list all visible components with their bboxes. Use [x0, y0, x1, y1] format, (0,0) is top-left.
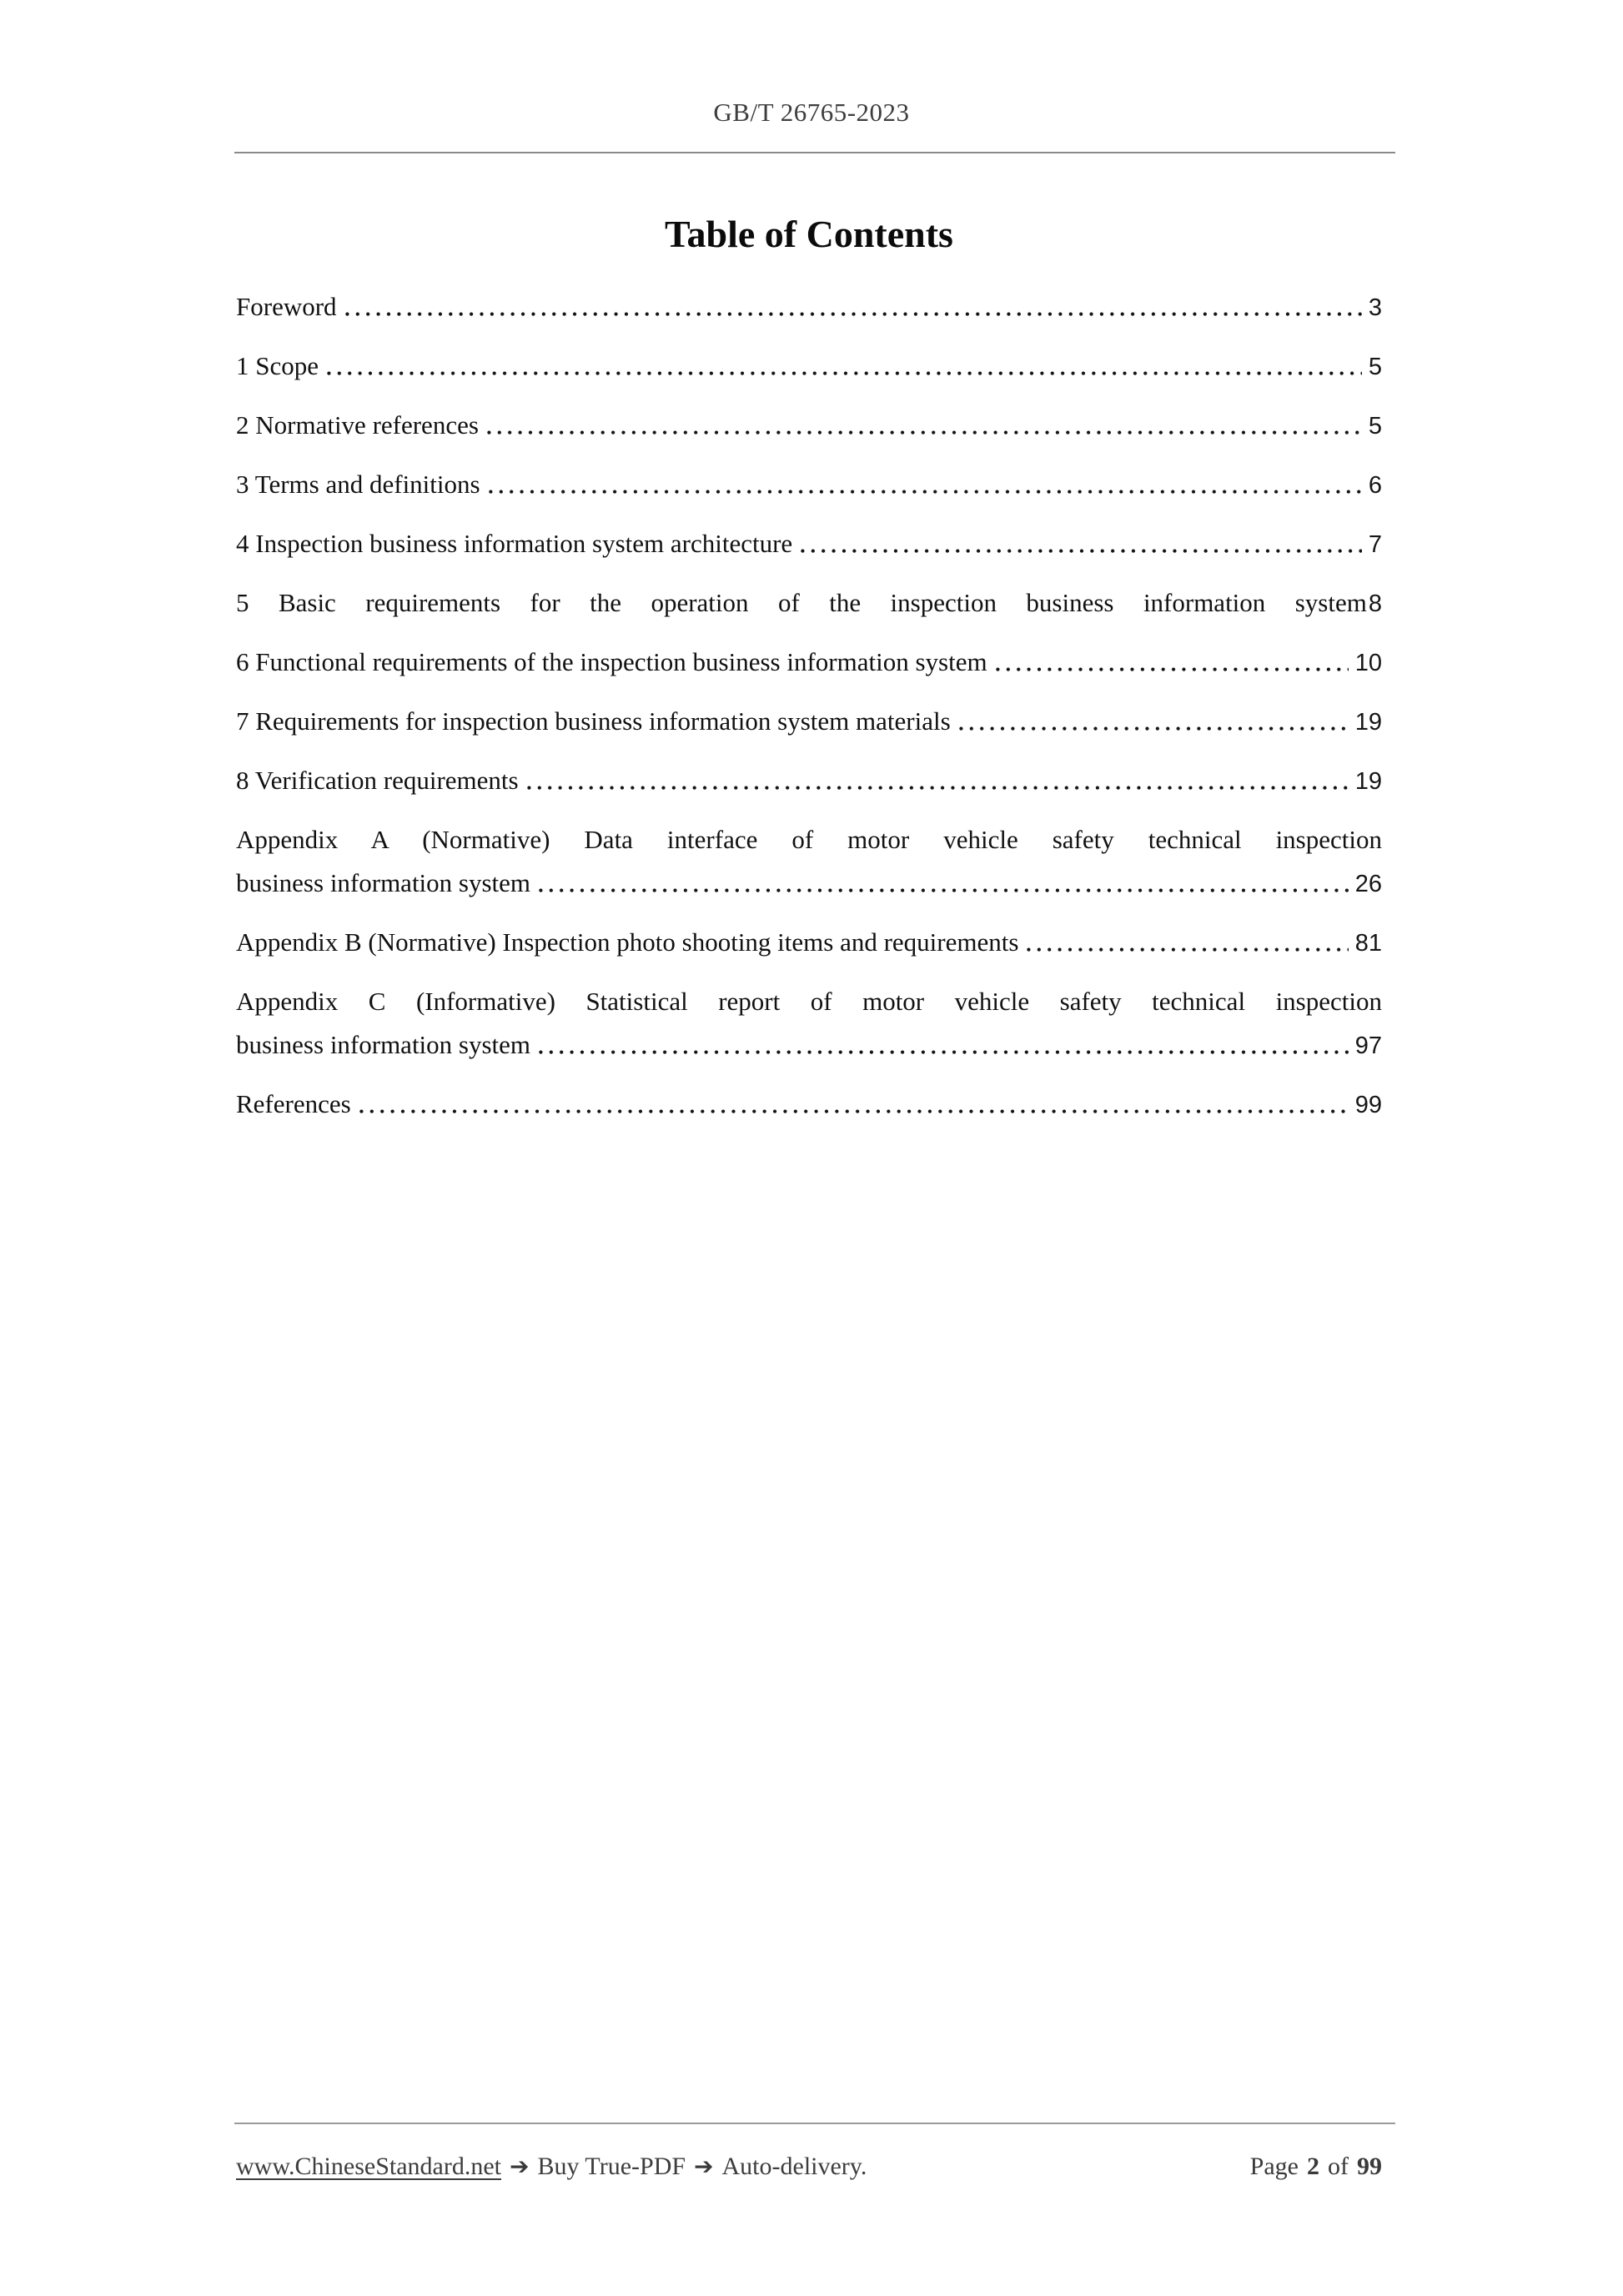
page-number-total: 99 — [1357, 2153, 1382, 2180]
toc-entry-page: 7 — [1368, 531, 1382, 558]
toc-entry-page: 81 — [1354, 930, 1382, 957]
header-standard-code: GB/T 26765-2023 — [713, 98, 910, 127]
toc-entry-label: Foreword — [236, 292, 337, 321]
header-rule — [234, 152, 1395, 153]
right-arrow-icon: ➔ — [694, 2153, 714, 2180]
toc-entry-page: 8 — [1368, 590, 1382, 617]
toc-entry-page: 10 — [1354, 650, 1382, 676]
footer-delivery-text: Auto-delivery. — [721, 2153, 867, 2180]
toc-entry-page: 26 — [1354, 871, 1382, 897]
footer-buy-text: Buy True-PDF — [537, 2153, 686, 2180]
toc-entry-label: 2 Normative references — [236, 410, 479, 440]
toc-entry-materials-requirements — [236, 700, 1382, 744]
right-arrow-icon: ➔ — [510, 2153, 530, 2180]
toc-entry-label: References — [236, 1089, 351, 1118]
toc-entry-page: 5 — [1368, 413, 1382, 440]
toc-entry-terms-definitions — [236, 463, 1382, 507]
toc-entry-label-line2: business information system — [236, 1030, 531, 1059]
toc-entry-functional-requirements — [236, 641, 1382, 685]
toc-entry-label: 5 Basic requirements for the operation of the inspection business information system — [236, 588, 1367, 617]
toc-entry-page: 19 — [1354, 768, 1382, 795]
toc-entry-references — [236, 1083, 1382, 1127]
page-number-current: 2 — [1307, 2153, 1319, 2180]
toc-entry-system-architecture — [236, 522, 1382, 566]
footer — [236, 2152, 1382, 2182]
toc-entry-label-line1: Appendix C (Informative) Statistical report of motor vehicle safety technical inspection — [236, 987, 1382, 1016]
toc-entry-label: 1 Scope — [236, 351, 319, 380]
page-indicator-of: of — [1328, 2153, 1349, 2180]
toc-entry-appendix-c — [236, 980, 1382, 1068]
toc-entry-page: 97 — [1354, 1032, 1382, 1059]
table-of-contents — [236, 285, 1382, 1127]
toc-entry-label-line2: business information system — [236, 868, 531, 897]
toc-entry-page: 6 — [1368, 472, 1382, 499]
toc-entry-page: 5 — [1368, 354, 1382, 380]
toc-entry-label: 7 Requirements for inspection business information system materials — [236, 706, 951, 736]
footer-promo — [236, 2152, 867, 2182]
page-indicator-label: Page — [1249, 2153, 1299, 2180]
toc-entry-label-line1: Appendix A (Normative) Data interface of motor vehicle safety technical inspection — [236, 825, 1382, 854]
toc-entry-page: 3 — [1368, 294, 1382, 321]
toc-entry-foreword — [236, 285, 1382, 329]
page-title: Table of Contents — [665, 213, 953, 255]
toc-entry-appendix-b — [236, 921, 1382, 965]
toc-entry-scope — [236, 344, 1382, 389]
toc-entry-label: Appendix B (Normative) Inspection photo shooting items and requirements — [236, 927, 1019, 957]
page-indicator — [1250, 2152, 1382, 2182]
toc-entry-label: 8 Verification requirements — [236, 766, 519, 795]
footer-rule — [234, 2123, 1395, 2124]
toc-entry-label: 3 Terms and definitions — [236, 470, 480, 499]
toc-entry-verification-requirements — [236, 759, 1382, 803]
toc-entry-appendix-a — [236, 818, 1382, 906]
toc-entry-label: 6 Functional requirements of the inspection business information system — [236, 647, 987, 676]
toc-entry-basic-requirements — [236, 581, 1382, 625]
toc-entry-normative-references — [236, 404, 1382, 448]
site-link[interactable]: www.ChineseStandard.net — [236, 2153, 501, 2180]
toc-entry-page: 99 — [1354, 1092, 1382, 1118]
toc-entry-page: 19 — [1354, 709, 1382, 736]
toc-entry-label: 4 Inspection business information system architecture — [236, 529, 793, 558]
